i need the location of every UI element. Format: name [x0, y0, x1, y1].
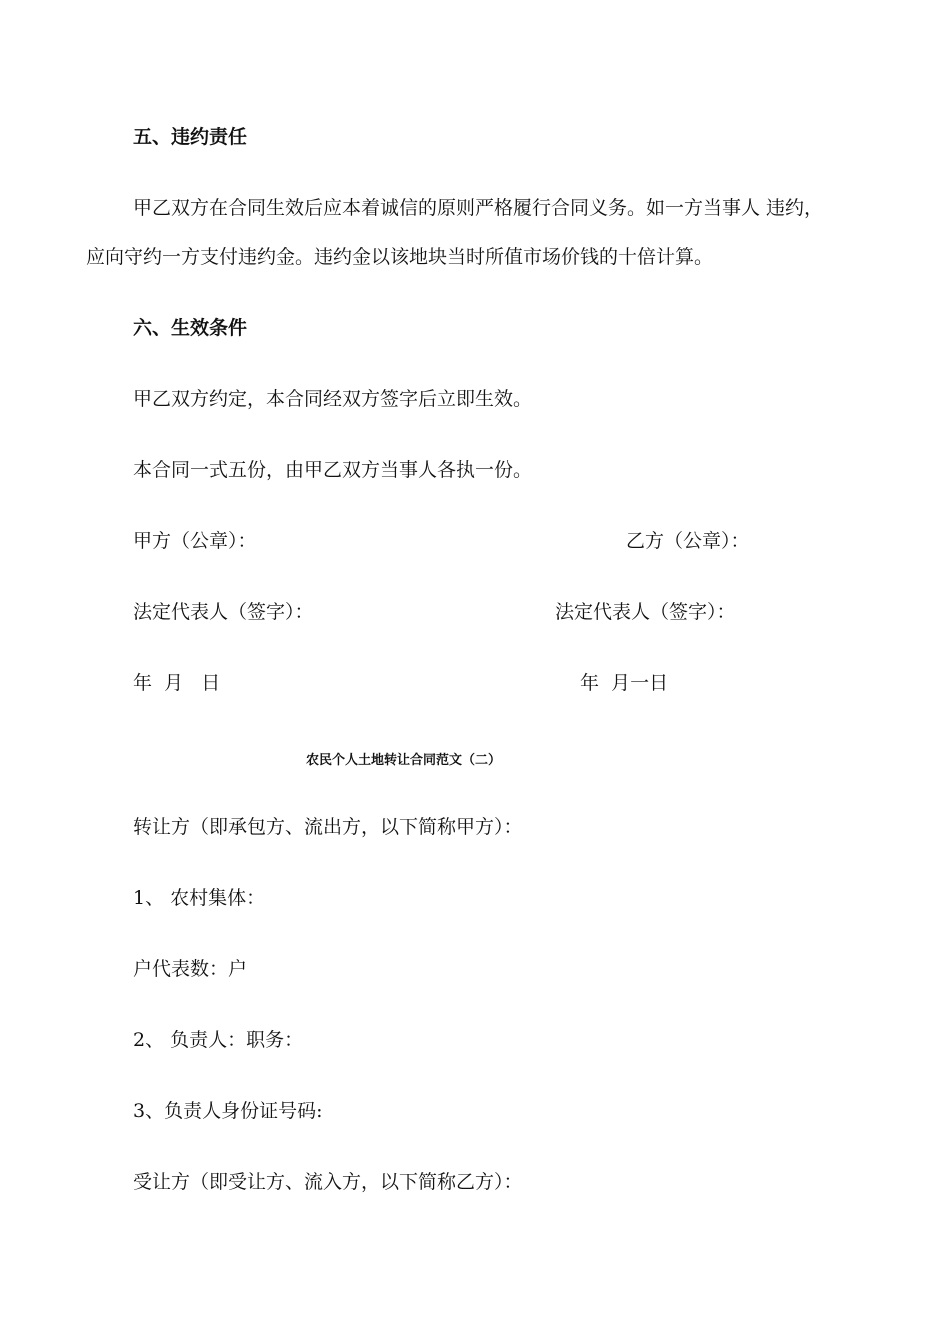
item-id-number: 3、负责人身份证号码:	[133, 1100, 323, 1122]
section-heading-breach-liability: 五、违约责任	[133, 126, 248, 148]
item-person-in-charge: 2、 负责人：职务：	[133, 1029, 304, 1051]
party-a-date-label: 年 月 日	[133, 672, 221, 694]
party-b-seal-label: 乙方（公章）：	[626, 530, 750, 552]
transferee-line: 受让方（即受让方、流入方，以下简称乙方）：	[133, 1171, 523, 1193]
household-representatives-line: 户代表数：户	[133, 958, 248, 980]
section-heading-effective-conditions: 六、生效条件	[133, 317, 248, 339]
breach-paragraph-line-1: 甲乙双方在合同生效后应本着诚信的原则严格履行合同义务。如一方当事人 违约，	[133, 197, 824, 219]
breach-paragraph-line-2: 应向守约一方支付违约金。违约金以该地块当时所值市场价钱的十倍计算。	[86, 246, 714, 268]
party-a-representative-label: 法定代表人（签字）：	[133, 601, 314, 623]
effective-paragraph-2: 本合同一式五份，由甲乙双方当事人各执一份。	[133, 459, 533, 481]
transferor-line: 转让方（即承包方、流出方，以下简称甲方）：	[133, 816, 523, 838]
item-rural-collective: 1、 农村集体：	[133, 887, 266, 909]
party-a-seal-label: 甲方（公章）：	[133, 530, 257, 552]
party-b-date-label: 年 月一日	[580, 672, 669, 694]
party-b-representative-label: 法定代表人（签字）：	[555, 601, 736, 623]
effective-paragraph-1: 甲乙双方约定，本合同经双方签字后立即生效。	[133, 388, 533, 410]
contract-two-title: 农民个人土地转让合同范文（二）	[306, 753, 502, 768]
